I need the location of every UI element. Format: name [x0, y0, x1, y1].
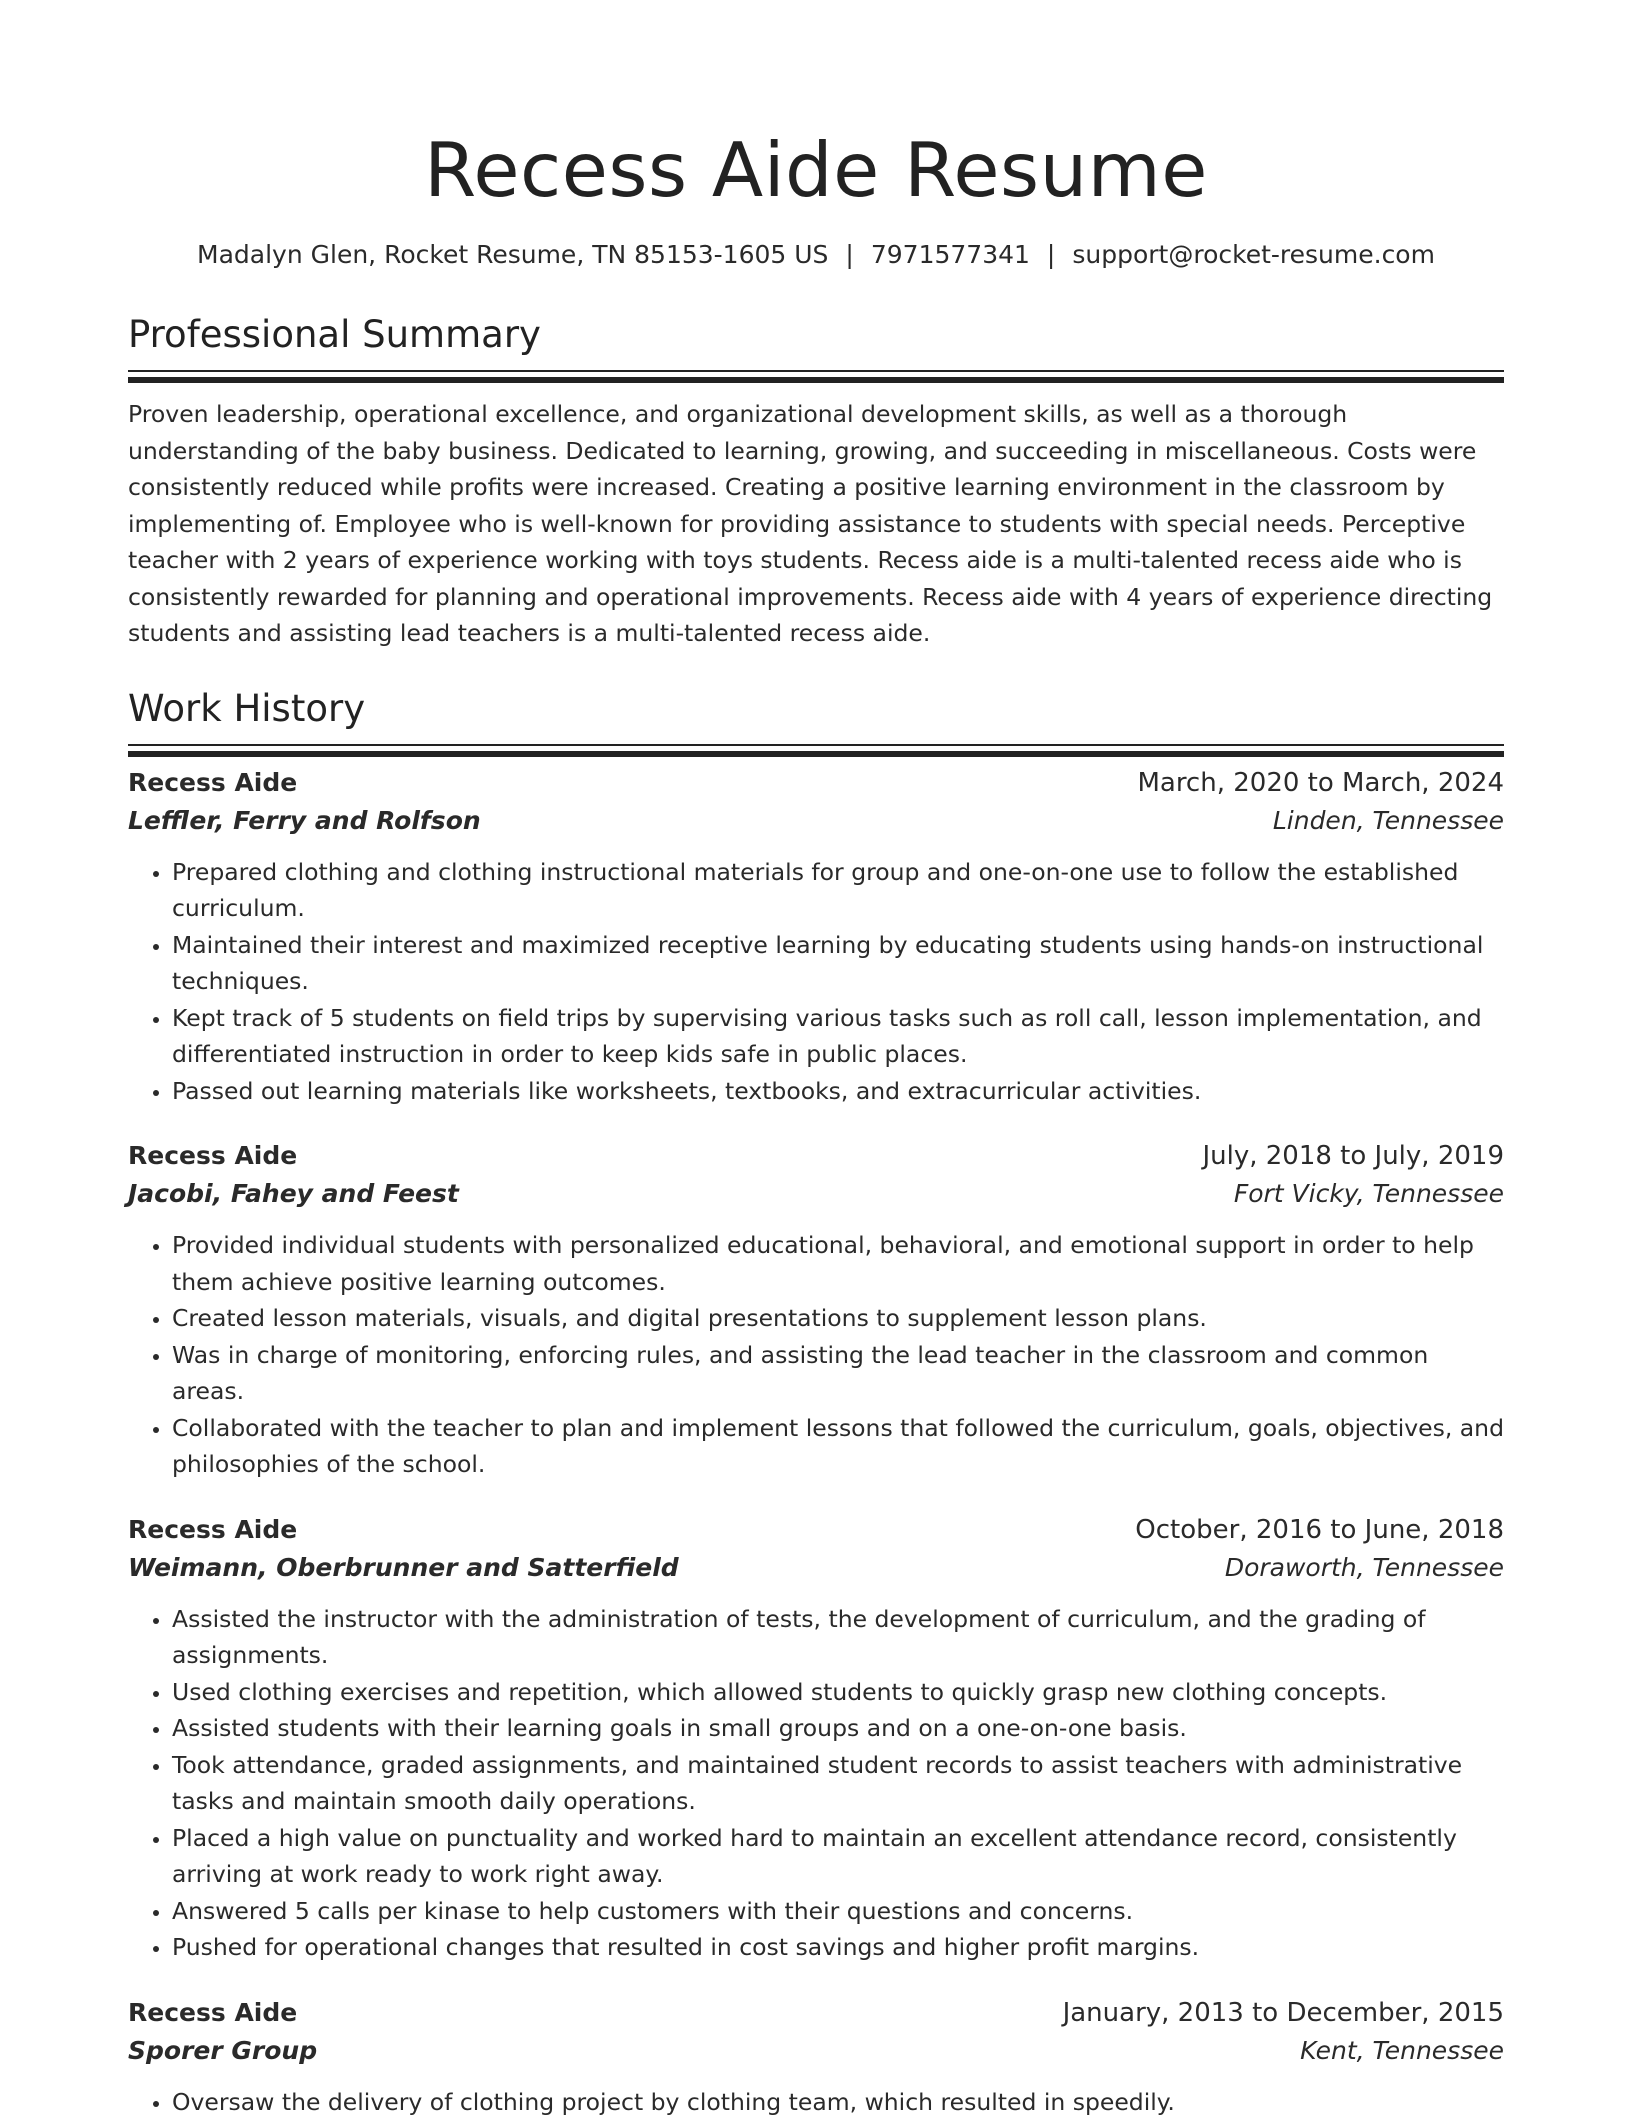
job-bullet: • Took attendance, graded assignments, and maintained student records to assist teachers with administrative tasks and maintain smooth daily operations.	[172, 1747, 1504, 1820]
job-bullet: • Collaborated with the teacher to plan and implement lessons that followed the curriculum, goals, objectives, and philosophies of the school.	[172, 1410, 1504, 1483]
job-company: Jacobi, Fahey and Feest	[128, 1179, 459, 1208]
job-header-row	[128, 1511, 1504, 1549]
job-dates: March, 2020 to March, 2024	[1137, 767, 1504, 798]
job-bullet: • Answered 5 calls per kinase to help customers with their questions and concerns.	[172, 1893, 1504, 1930]
job-bullet: • Used clothing exercises and repetition, which allowed students to quickly grasp new clothing concepts.	[172, 1674, 1504, 1711]
resume-title: Recess Aide Resume	[424, 126, 1208, 214]
jobs-list	[128, 764, 1504, 2121]
contact-email: support@rocket-resume.com	[1072, 240, 1435, 269]
job-bullets	[128, 2084, 1504, 2121]
job-bullet: • Pushed for operational changes that resulted in cost savings and higher profit margins.	[172, 1929, 1504, 1966]
job-title: Recess Aide	[128, 767, 298, 797]
job-company-row	[128, 802, 1504, 840]
section-divider	[128, 744, 1504, 746]
job-bullet: • Assisted the instructor with the administration of tests, the development of curriculum, and the grading of assignments.	[172, 1601, 1504, 1674]
job-dates: October, 2016 to June, 2018	[1135, 1514, 1504, 1545]
job-dates: January, 2013 to December, 2015	[1062, 1997, 1504, 2028]
contact-separator: |	[845, 240, 854, 269]
job-company-row	[128, 1549, 1504, 1587]
job-location: Doraworth, Tennessee	[1224, 1552, 1504, 1582]
job-header-row	[128, 764, 1504, 802]
job-title: Recess Aide	[128, 1997, 298, 2027]
contact-phone: 7971577341	[870, 240, 1030, 269]
job-bullet: • Maintained their interest and maximized receptive learning by educating students using hands-on instructional techniques.	[172, 927, 1504, 1000]
job-entry	[128, 1511, 1504, 1966]
job-company-row	[128, 2032, 1504, 2070]
job-bullet: • Was in charge of monitoring, enforcing rules, and assisting the lead teacher in the classroom and common areas.	[172, 1337, 1504, 1410]
job-bullet: • Prepared clothing and clothing instructional materials for group and one-on-one use to follow the established curriculum.	[172, 854, 1504, 927]
job-bullet: • Provided individual students with personalized educational, behavioral, and emotional support in order to help them achieve positive learning outcomes.	[172, 1227, 1504, 1300]
job-location: Fort Vicky, Tennessee	[1233, 1179, 1504, 1208]
job-company: Weimann, Oberbrunner and Satterfield	[128, 1552, 679, 1582]
job-bullets	[128, 1601, 1504, 1966]
job-location: Kent, Tennessee	[1300, 2035, 1504, 2065]
job-bullet: • Assisted students with their learning goals in small groups and on a one-on-one basis.	[172, 1710, 1504, 1747]
job-bullet: • Kept track of 5 students on field trips by supervising various tasks such as roll call, lesson implementation, and differentiated instruction in order to keep kids safe in public places.	[172, 1000, 1504, 1073]
professional-summary-section	[128, 310, 1504, 652]
job-title: Recess Aide	[128, 1514, 298, 1544]
job-entry	[128, 1137, 1504, 1483]
job-header-row	[128, 1137, 1504, 1175]
job-bullet: • Passed out learning materials like worksheets, textbooks, and extracurricular activities.	[172, 1073, 1504, 1110]
summary-text: Proven leadership, operational excellence, and organizational development skills, as well as a thorough understanding of the baby business. Dedicated to learning, growing, and succeeding in miscellaneous. Costs were consistently reduced while profits were increased. Creating a positive learning environment in the classroom by implementing of. Employee who is well-known for providing assistance to students with special needs. Perceptive teacher with 2 years of experience working with toys students. Recess aide is a multi-talented recess aide who is consistently rewarded for planning and operational improvements. Recess aide with 4 years of experience directing students and assisting lead teachers is a multi-talented recess aide.	[128, 400, 1493, 647]
job-company: Leffler, Ferry and Rolfson	[128, 805, 481, 835]
job-bullet: • Placed a high value on punctuality and worked hard to maintain an excellent attendance record, consistently arriving at work ready to work right away.	[172, 1820, 1504, 1893]
contact-separator: |	[1046, 240, 1056, 269]
job-bullets	[128, 1227, 1504, 1483]
work-history-section	[128, 684, 1504, 2121]
contact-address: Madalyn Glen, Rocket Resume, TN 85153-1605 US	[197, 240, 829, 269]
job-title: Recess Aide	[128, 1141, 298, 1170]
section-heading-work-history: Work History	[128, 686, 366, 730]
section-divider	[128, 370, 1504, 372]
job-header-row	[128, 1994, 1504, 2032]
job-entry	[128, 764, 1504, 1110]
job-entry	[128, 1994, 1504, 2121]
job-bullets	[128, 854, 1504, 1110]
job-bullet: • Oversaw the delivery of clothing project by clothing team, which resulted in speedily.	[172, 2084, 1504, 2121]
contact-line	[128, 238, 1504, 272]
job-location: Linden, Tennessee	[1272, 805, 1504, 835]
section-heading-summary: Professional Summary	[128, 313, 541, 356]
job-company-row	[128, 1175, 1504, 1213]
job-bullet: • Created lesson materials, visuals, and digital presentations to supplement lesson plans.	[172, 1300, 1504, 1337]
job-dates: July, 2018 to July, 2019	[1202, 1141, 1504, 1171]
job-company: Sporer Group	[128, 2035, 318, 2065]
